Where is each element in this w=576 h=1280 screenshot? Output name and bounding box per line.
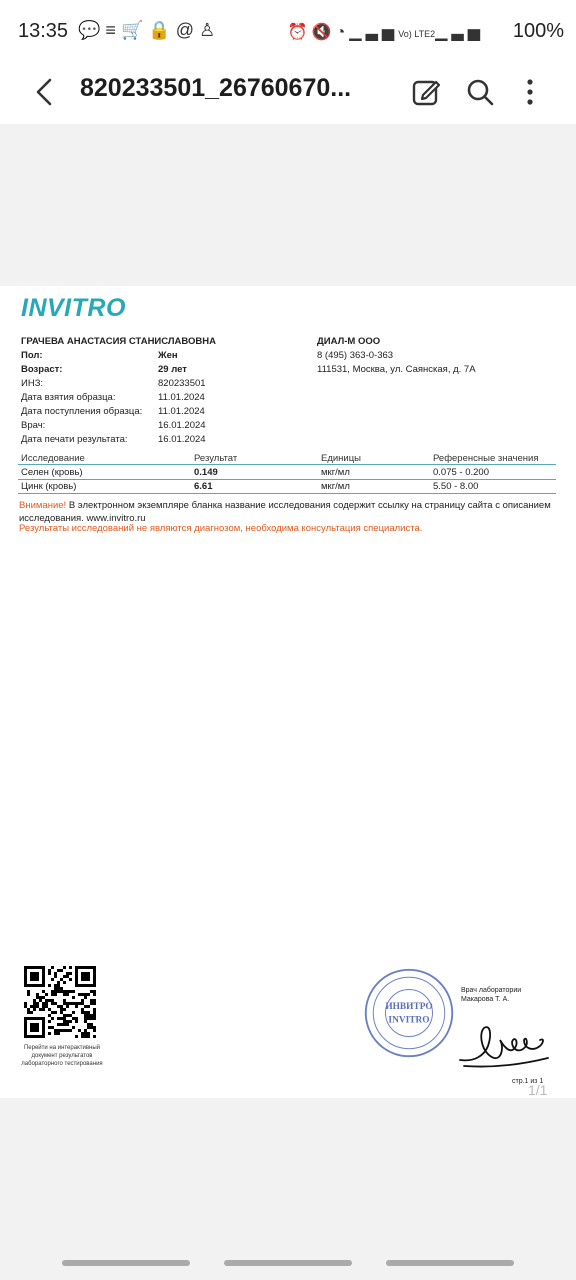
wifi-icon: ◔	[335, 24, 350, 41]
table-rule	[18, 464, 556, 465]
stamp-text: ИНВИТРО	[385, 1002, 433, 1013]
cart-icon: 🛒	[120, 20, 149, 40]
signal2-icon: ▁▃▅	[435, 24, 484, 41]
field-label: Врач:	[21, 420, 46, 431]
field-value: 16.01.2024	[158, 420, 206, 431]
disclaimer: Результаты исследований не являются диагнозом, необходима консультация специалиста.	[19, 523, 423, 534]
field-label: ИНЗ:	[21, 378, 44, 389]
field-value: 29 лет	[158, 364, 187, 375]
clinic-name: ДИАЛ-М ООО	[317, 336, 381, 347]
battery-level: 100%	[512, 20, 564, 42]
field-value: 16.01.2024	[158, 434, 206, 445]
system-icons	[288, 22, 484, 42]
menu-icon: ≡	[105, 20, 121, 40]
field-label: Дата печати результата:	[21, 434, 128, 445]
chat-icon: 💬	[78, 20, 106, 40]
field-value: 820233501	[158, 378, 206, 389]
mute-icon: 🔇	[311, 24, 336, 41]
table-header: Результат	[194, 453, 238, 464]
navigation-bar	[0, 1260, 576, 1272]
patient-name: ГРАЧЕВА АНАСТАСИЯ СТАНИСЛАВОВНА	[21, 336, 217, 347]
app-bar	[0, 64, 576, 124]
status-time: 13:35	[18, 20, 69, 42]
field-value: Жен	[158, 350, 178, 361]
field-label: Пол:	[21, 350, 43, 361]
more-icon[interactable]	[510, 72, 550, 112]
table-header: Единицы	[321, 453, 362, 464]
nav-handle-center[interactable]	[224, 1260, 352, 1266]
table-rule	[18, 479, 556, 480]
result-test[interactable]: Цинк (кровь)	[21, 481, 77, 492]
at-icon: @	[175, 20, 200, 40]
alarm-icon: ⏰	[287, 24, 312, 41]
nav-handle-left[interactable]	[62, 1260, 190, 1266]
qr-code-icon[interactable]	[24, 966, 96, 1038]
clinic-address: 111531, Москва, ул. Саянская, д. 7А	[317, 364, 476, 375]
doctor-title: Врач лаборатории	[461, 987, 522, 994]
signal-icon: ▁▃▅	[349, 24, 399, 41]
nav-handle-right[interactable]	[386, 1260, 514, 1266]
result-value: 0.149	[194, 467, 218, 478]
warning-text: В электронном экземпляре бланка название исследования содержит ссылку на страницу сайта с описанием исследования. www.invitro.ru	[19, 500, 551, 524]
result-test[interactable]: Селен (кровь)	[21, 467, 83, 478]
signature-icon	[454, 1006, 554, 1072]
warning-note	[19, 499, 559, 525]
result-ref: 0.075 - 0.200	[433, 467, 489, 478]
result-units: мкг/мл	[321, 467, 350, 478]
stamp-text-latin: INVITRO	[388, 1015, 430, 1026]
doctor-info	[461, 986, 521, 1004]
field-label: Дата поступления образца:	[21, 406, 143, 417]
edit-icon[interactable]	[406, 72, 446, 112]
search-icon[interactable]	[460, 72, 500, 112]
clinic-phone: 8 (495) 363-0-363	[317, 350, 394, 361]
pdf-page[interactable]	[0, 286, 576, 1098]
field-label: Дата взятия образца:	[21, 392, 116, 403]
table-header: Референсные значения	[433, 453, 539, 464]
warning-label: Внимание!	[19, 500, 67, 511]
qr-caption: Перейти на интерактивный документ результатов лабораторного тестирования	[21, 1045, 103, 1067]
field-label: Возраст:	[21, 364, 63, 375]
page-label: стр.1 из 1	[512, 1078, 544, 1085]
result-ref: 5.50 - 8.00	[433, 481, 479, 492]
field-value: 11.01.2024	[158, 392, 205, 403]
document-title: 820233501_26760670...	[80, 74, 352, 102]
page-counter: 1/1	[528, 1082, 548, 1098]
person-icon: ♙	[199, 20, 221, 40]
lte-label: Vo) LTE2	[398, 29, 436, 39]
lab-stamp-icon	[362, 966, 456, 1060]
result-value: 6.61	[194, 481, 213, 492]
status-bar	[0, 0, 576, 64]
lock-icon: 🔒	[148, 20, 176, 40]
back-icon[interactable]	[30, 72, 66, 112]
table-rule	[18, 493, 556, 494]
invitro-logo: INVITRO	[21, 294, 126, 322]
result-units: мкг/мл	[321, 481, 350, 492]
field-value: 11.01.2024	[158, 406, 205, 417]
doctor-name: Макарова Т. А.	[461, 996, 510, 1003]
table-header: Исследование	[21, 453, 85, 464]
notification-icons	[78, 20, 220, 41]
